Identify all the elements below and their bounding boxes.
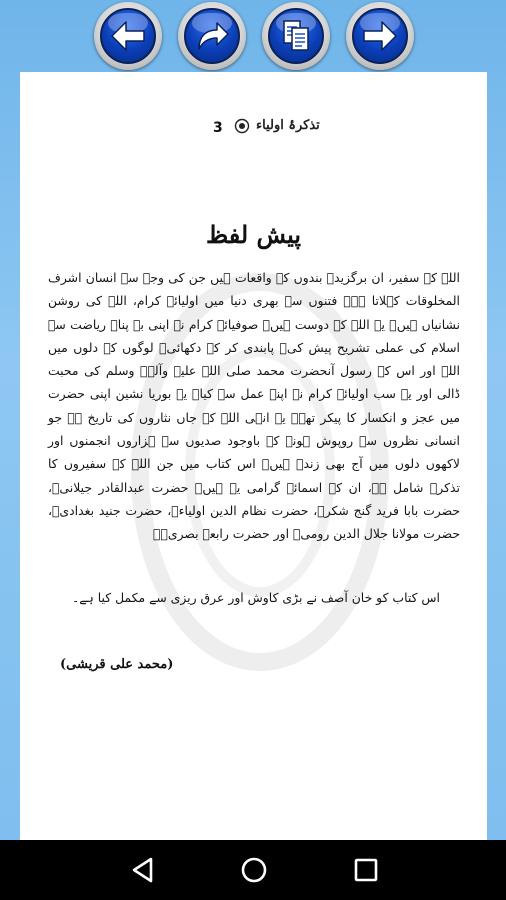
book-page[interactable] [20,72,487,840]
paragraph: اللہ کے سفیر، ان برگزیدہ بندوں کے واقعات ہیں جن کی وجہ سے انسان اشرف المخلوقات کہلاتا ہے۔ فتنوں سے بھری دنیا میں اولیائے کرام، اللہ کی روشن نشانیاں ہیں۔ یہ اللہ کے دوست ہیں۔ صوفیائے کرام نے اپنی بے پناہ ریاضت سے اسلام کی عملی تشریح پیش کی۔ پابندی کر کے دکھائی۔ لوگوں کے دلوں میں اللہ اور اس کے رسول آنحضرت محمد صلی اللہ علیہ وآلہٖ وسلم کی محبت ڈالی اور یہ سب اولیائے کرام نے اپنے عمل سے کیا۔ یہ بوریا نشین اپنی حضرت میں عجز و انکسار کا پیکر تھے۔ یہ انہی اللہ کے جاں نثاروں کی تاریخ ہے جو انسانی نظروں سے روپوش ہونے کے باوجود صدیوں سے ہزاروں انجمنوں اور لاکھوں دلوں میں آج بھی زندہ ہیں۔ اس کتاب میں جن اللہ کے سفیروں کا تذکرہ شامل ہے، ان کے اسمائے گرامی یہ ہیں۔ حضرت عبدالقادر جیلانیؒ، حضرت بابا فرید گنج شکرؒ، حضرت نظام الدین اولیاءؒ، حضرت جنید بغدادیؒ، حضرت مولانا جلال الدین رومیؒ اور حضرت رابعہ بصریؒ۔ [48,270,460,542]
circle-home-icon[interactable] [238,854,270,886]
triangle-back-icon[interactable] [127,854,159,886]
redo-button[interactable] [178,2,246,70]
rosette-icon [234,118,250,134]
copy-pages-icon [279,18,313,54]
arrow-left-icon [109,19,147,53]
back-button[interactable] [94,2,162,70]
book-title: تذکرۂ اولیاء [256,118,320,133]
redo-arrow-icon [193,19,231,53]
square-recents-icon[interactable] [350,854,382,886]
page-header [20,118,487,142]
system-navbar [0,840,506,900]
page-number: 3 [213,120,223,136]
arrow-right-icon [361,19,399,53]
copy-button[interactable] [262,2,330,70]
next-button[interactable] [346,2,414,70]
author-signature: (محمد علی قریشی) [60,657,174,672]
body-text [48,266,460,546]
page-heading: پیش لفظ [205,220,302,249]
reader-toolbar [0,0,506,72]
closing-line: اس کتاب کو خان آصف نے بڑی کاوش اور عرق ریزی سے مکمل کیا ہے۔ [72,590,440,605]
